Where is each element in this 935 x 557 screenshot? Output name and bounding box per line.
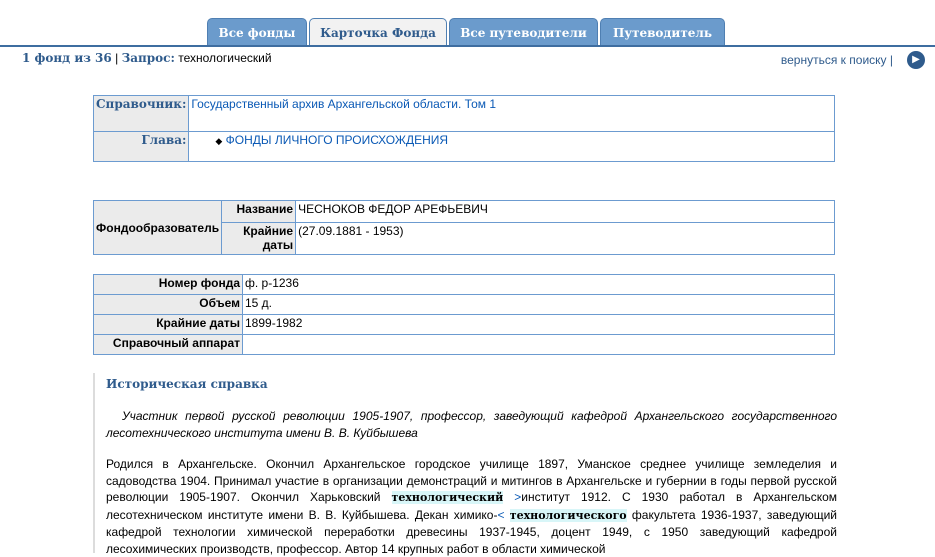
back-to-search-link[interactable]: вернуться к поиску [780, 53, 887, 67]
historical-note [93, 373, 838, 556]
reference-apparatus-label: Справочный аппарат [94, 335, 243, 355]
back-nav [781, 53, 893, 67]
bullet-icon: ◆ [215, 136, 223, 146]
reference-table [93, 95, 835, 162]
creator-name: ЧЕСНОКОВ ФЕДОР АРЕФЬЕВИЧ [296, 201, 835, 223]
creator-label: Фондообразователь [94, 201, 222, 255]
historical-text [106, 456, 837, 557]
text-part: факультета 1936-1937, заведующий кафедрой технологии химической переработки древесины 1937-1945, доцент 1949, с 1950 заведующий кафедрой лесохимических производств, профессор. Автор 14 крупных работ в области химической [106, 507, 837, 556]
guide-link[interactable]: Государственный архив Архангельской области. Том 1 [191, 97, 496, 111]
separator: | [889, 53, 893, 67]
chapter-label: Глава: [94, 132, 189, 162]
text-part: Родился в Архангельске. Окончил Архангельское городское училище 1897, Уманское среднее училище земледелия и садоводства 1904. Принимал участие в организации демонстраций и митингов в Архангельске и губернии в годы первой русской революции 1905-1907. Окончил Харьковский [106, 457, 837, 504]
tab-all-guides[interactable]: Все путеводители [449, 18, 598, 46]
reference-apparatus [243, 335, 835, 355]
creator-table [93, 200, 835, 255]
search-highlight: технологического [509, 508, 627, 522]
fond-number-label: Номер фонда [94, 275, 243, 295]
tab-divider [0, 45, 935, 47]
tab-fond-card[interactable]: Карточка Фонда [309, 18, 447, 47]
query-value: технологический [178, 51, 272, 65]
name-label: Название [222, 201, 296, 223]
dates-label: Крайние даты [222, 223, 296, 255]
search-highlight: технологический [391, 491, 504, 504]
search-status [22, 51, 272, 65]
dates-label: Крайние даты [94, 315, 243, 335]
arrow-right-circle-icon[interactable]: ▶ [907, 51, 925, 69]
historical-summary: Участник первой русской революции 1905-1907, профессор, заведующий кафедрой Архангельского государственного лесотехнического института имени В. В. Куйбышева [106, 409, 837, 440]
prev-match-link[interactable]: < [497, 507, 510, 522]
historical-note-title: Историческая справка [106, 377, 268, 391]
tab-all-fonds[interactable]: Все фонды [207, 18, 307, 46]
separator: | [115, 51, 119, 65]
result-count: 1 фонд из 36 [22, 51, 112, 65]
text-part: институт 1912. С 1930 работал в Архангельском лесотехническом институте имени В. В. Куйбышева. Декан химико- [106, 490, 838, 522]
dates: 1899-1982 [243, 315, 835, 335]
tab-guide[interactable]: Путеводитель [600, 18, 725, 46]
query-label: Запрос: [121, 51, 175, 65]
creator-dates: (27.09.1881 - 1953) [296, 223, 835, 255]
tab-bar [207, 18, 725, 46]
chapter-link[interactable]: ФОНДЫ ЛИЧНОГО ПРОИСХОЖДЕНИЯ [225, 133, 449, 147]
guide-label: Справочник: [94, 96, 189, 132]
volume-label: Объем [94, 295, 243, 315]
next-match-link[interactable]: > [503, 490, 522, 504]
fond-number: ф. р-1236 [243, 275, 835, 295]
volume: 15 д. [243, 295, 835, 315]
fond-table [93, 274, 835, 355]
